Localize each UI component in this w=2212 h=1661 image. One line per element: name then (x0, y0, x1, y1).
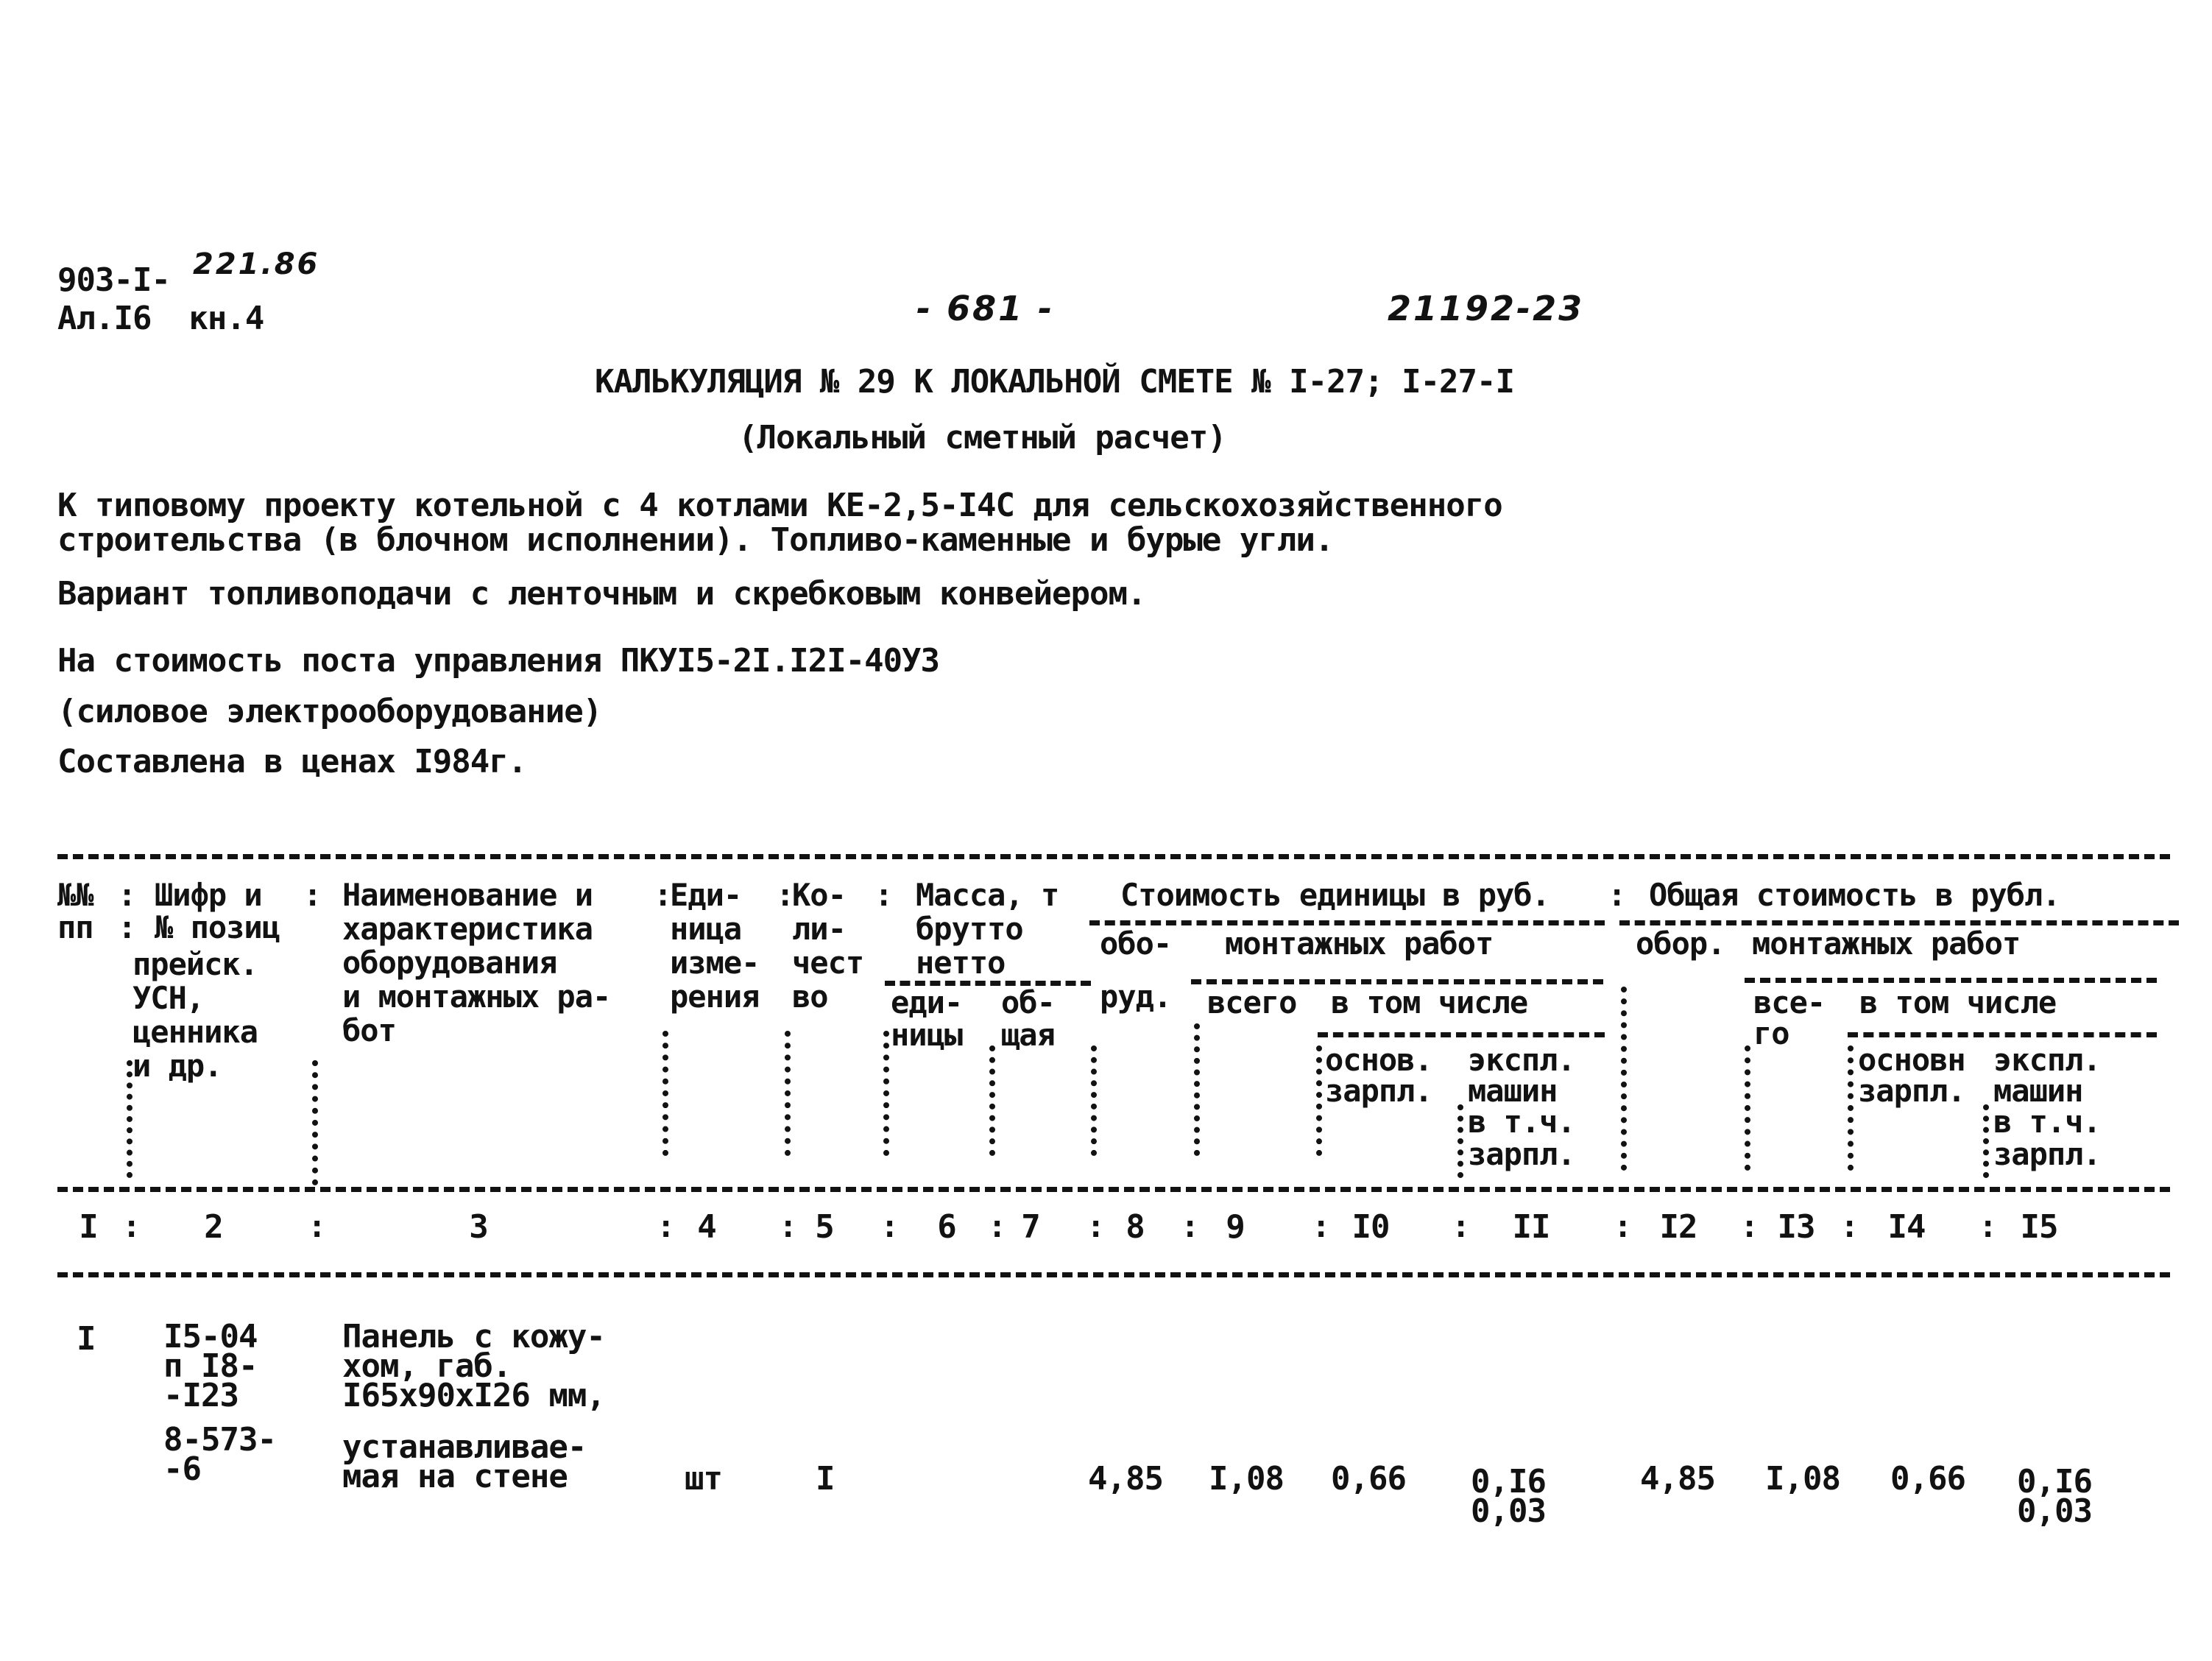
calculation-title: КАЛЬКУЛЯЦИЯ № 29 К ЛОКАЛЬНОЙ СМЕТЕ № I-27; I-27-I (595, 363, 1515, 401)
header-col-4-line-3: изме- (670, 945, 760, 981)
row-unit-mount-total: I,08 (1209, 1460, 1284, 1498)
column-numbers-rule (57, 1272, 2170, 1277)
column-number-colon: : (1614, 1208, 1633, 1244)
header-col-14-line-1: основн (1858, 1042, 1965, 1078)
table-top-rule (57, 854, 2170, 859)
header-col-3-line-1: Наименование и (342, 877, 593, 913)
row-name-line-4: устанавливае- (342, 1428, 587, 1466)
header-col-9: всего (1207, 984, 1297, 1020)
column-number-colon: : (308, 1208, 327, 1244)
column-number: I5 (2020, 1208, 2058, 1246)
row-unit-base-wages: 0,66 (1331, 1460, 1406, 1498)
intro-line-5: (силовое электрооборудование) (57, 693, 602, 730)
header-total-mount-group: монтажных работ (1752, 925, 2021, 962)
column-number: 3 (469, 1208, 488, 1246)
sep-col-13 (1745, 1045, 1750, 1171)
column-number: I4 (1887, 1208, 1926, 1246)
header-col-2-line-6: и др. (132, 1048, 222, 1084)
sep-col-5 (785, 1031, 791, 1156)
column-number: 9 (1226, 1208, 1245, 1246)
column-number: 8 (1126, 1208, 1145, 1246)
column-number-colon: : (1181, 1208, 1200, 1244)
header-col-4-line-4: рения (670, 978, 760, 1015)
row-code-line-4: 8-573- (163, 1421, 276, 1459)
header-col-2-line-1: Шифр и (155, 877, 262, 913)
column-number-colon: : (1979, 1208, 1998, 1244)
row-unit-machine-cost: 0,I6 (1471, 1463, 1546, 1500)
column-number-colon: : (122, 1208, 141, 1244)
column-number: I0 (1351, 1208, 1390, 1246)
header-col-8-line-1: обо- (1100, 925, 1172, 962)
row-name-line-2: хом, габ. (342, 1347, 512, 1385)
header-col-2-line-3: прейск. (132, 946, 258, 982)
row-name-line-5: мая на стене (342, 1458, 568, 1495)
header-col-2-line-5: ценника (132, 1014, 258, 1050)
header-col-8-line-2: руд. (1100, 978, 1172, 1015)
header-total-incl-group: в том числе (1859, 984, 2057, 1020)
header-colon: : (874, 877, 894, 913)
header-col-3-line-4: и монтажных ра- (342, 978, 611, 1015)
header-total-cost-group: Общая стоимость в рубл. (1649, 877, 2060, 913)
column-number-colon: : (657, 1208, 676, 1244)
page-number: - 681 - (916, 289, 1055, 328)
header-mass-brutto: брутто (916, 911, 1023, 947)
header-colon: : (1608, 877, 1627, 913)
rule-unit-mount (1191, 979, 1603, 984)
intro-line-6: Составлена в ценах I984г. (57, 743, 527, 780)
header-unit-incl-group: в том числе (1331, 984, 1528, 1020)
column-number-colon: : (779, 1208, 798, 1244)
header-col-5-line-2: ли- (792, 911, 846, 947)
intro-line-2: строительства (в блочном исполнении). Топливо-каменные и бурые угли. (57, 521, 1334, 559)
column-number: 6 (937, 1208, 956, 1246)
header-col-11-line-4: зарпл. (1468, 1136, 1575, 1172)
sep-col-11 (1457, 1104, 1463, 1178)
sep-col-2 (127, 1060, 132, 1178)
column-number-colon: : (1840, 1208, 1859, 1244)
document-code-handwritten: 221.86 (193, 247, 320, 281)
header-unit-mount-group: монтажных работ (1225, 925, 1494, 962)
column-number-colon: : (1312, 1208, 1331, 1244)
rule-total-incl (1848, 1032, 2157, 1037)
header-col-3-line-3: оборудования (342, 945, 557, 981)
header-col-6-line-2: ницы (891, 1017, 963, 1053)
intro-line-3: Вариант топливоподачи с ленточным и скребковым конвейером. (57, 575, 1146, 613)
header-col-5-line-3: чест (792, 945, 864, 981)
row-unit: шт (685, 1460, 722, 1498)
column-number: I3 (1777, 1208, 1815, 1246)
header-bottom-rule (57, 1187, 2170, 1192)
rule-group-underline-right (1619, 920, 2179, 925)
header-col-3-line-5: бот (342, 1012, 396, 1048)
sep-col-6 (883, 1031, 889, 1156)
header-colon: : (303, 877, 322, 913)
header-col-2-line-4: УСН, (132, 980, 205, 1016)
header-mass-netto: нетто (916, 945, 1006, 981)
header-unit-cost-group: Стоимость единицы в руб. (1120, 877, 1550, 913)
header-colon: : (654, 877, 673, 913)
header-col-1-line-2: пп (57, 909, 93, 945)
column-number: 2 (204, 1208, 223, 1246)
row-name-line-1: Панель с кожу- (342, 1318, 605, 1355)
header-col-15-line-1: экспл. (1993, 1042, 2101, 1078)
rule-unit-incl (1318, 1032, 1605, 1037)
row-name-line-3: I65х90хI26 мм, (342, 1377, 605, 1414)
header-col-13-line-2: го (1753, 1015, 1789, 1051)
header-col-10-line-2: зарпл. (1325, 1073, 1432, 1109)
header-col-12: обор. (1636, 925, 1725, 962)
header-col-5-line-4: во (792, 978, 828, 1015)
row-total-machine-wages: 0,03 (2017, 1492, 2092, 1530)
column-number-colon: : (1086, 1208, 1106, 1244)
row-code-line-1: I5-04 (163, 1318, 258, 1355)
row-code-line-2: п I8- (163, 1347, 258, 1385)
column-number: I (79, 1208, 98, 1246)
header-col-7-line-2: щая (1001, 1017, 1055, 1053)
sep-col-3 (312, 1060, 318, 1185)
header-col-14-line-2: зарпл. (1858, 1073, 1965, 1109)
header-colon: : (118, 909, 137, 945)
column-number: II (1512, 1208, 1550, 1246)
row-code-line-3: -I23 (163, 1377, 238, 1414)
header-colon: : (118, 877, 137, 913)
sep-col-15 (1983, 1104, 1989, 1178)
row-total-base-wages: 0,66 (1890, 1460, 1965, 1498)
header-col-11-line-1: экспл. (1468, 1042, 1575, 1078)
intro-line-1: К типовому проекту котельной с 4 котлами КЕ-2,5-I4С для сельскохозяйственного (57, 487, 1502, 524)
column-number: 5 (815, 1208, 834, 1246)
sep-col-9 (1194, 1023, 1200, 1156)
row-code-line-5: -6 (163, 1450, 201, 1488)
rule-group-underline-left (1089, 920, 1605, 925)
header-colon: : (776, 877, 795, 913)
header-col-6-line-1: еди- (891, 984, 963, 1020)
header-col-1-line-1: №№ (57, 877, 93, 913)
header-col-15-line-2: машин (1993, 1073, 2083, 1109)
sep-col-14 (1848, 1045, 1854, 1171)
column-number-colon: : (1452, 1208, 1471, 1244)
header-col-2-line-2: № позиц (155, 909, 280, 945)
column-number-colon: : (880, 1208, 900, 1244)
column-number: 7 (1021, 1208, 1040, 1246)
column-number: 4 (697, 1208, 716, 1246)
row-unit-equipment-cost: 4,85 (1088, 1460, 1163, 1498)
header-col-13-line-1: все- (1753, 984, 1826, 1020)
header-col-11-line-2: машин (1468, 1073, 1558, 1109)
header-col-4-line-2: ница (670, 911, 742, 947)
row-number: I (77, 1320, 96, 1358)
row-total-equipment-cost: 4,85 (1640, 1460, 1715, 1498)
rule-total-mount (1745, 978, 2157, 983)
album-book: Ал.I6 кн.4 (57, 300, 264, 337)
archive-number: 21192-23 (1388, 289, 1585, 328)
header-col-3-line-2: характеристика (342, 911, 593, 947)
sep-col-12 (1621, 987, 1627, 1171)
column-number-colon: : (988, 1208, 1007, 1244)
header-col-10-line-1: основ. (1325, 1042, 1432, 1078)
intro-line-4: На стоимость поста управления ПКУI5-2I.I2I-40У3 (57, 642, 940, 680)
header-col-7-line-1: об- (1001, 984, 1055, 1020)
column-number: I2 (1659, 1208, 1697, 1246)
row-unit-machine-wages: 0,03 (1471, 1492, 1546, 1530)
header-col-5-line-1: Ко- (792, 877, 846, 913)
sep-col-4 (662, 1031, 668, 1156)
row-total-machine-cost: 0,I6 (2017, 1463, 2092, 1500)
sep-col-10 (1316, 1045, 1322, 1156)
sep-col-8 (1091, 1045, 1097, 1156)
sep-col-7 (989, 1045, 995, 1156)
header-col-15-line-3: в т.ч. (1993, 1104, 2101, 1140)
row-total-mount: I,08 (1765, 1460, 1840, 1498)
header-col-4-line-1: Еди- (670, 877, 742, 913)
row-quantity: I (816, 1460, 835, 1498)
header-mass-group: Масса, т (916, 877, 1059, 913)
header-col-15-line-4: зарпл. (1993, 1136, 2101, 1172)
calculation-subtitle: (Локальный сметный расчет) (738, 419, 1226, 456)
document-code: 903-I- (57, 261, 170, 299)
column-number-colon: : (1740, 1208, 1759, 1244)
header-col-11-line-3: в т.ч. (1468, 1104, 1575, 1140)
